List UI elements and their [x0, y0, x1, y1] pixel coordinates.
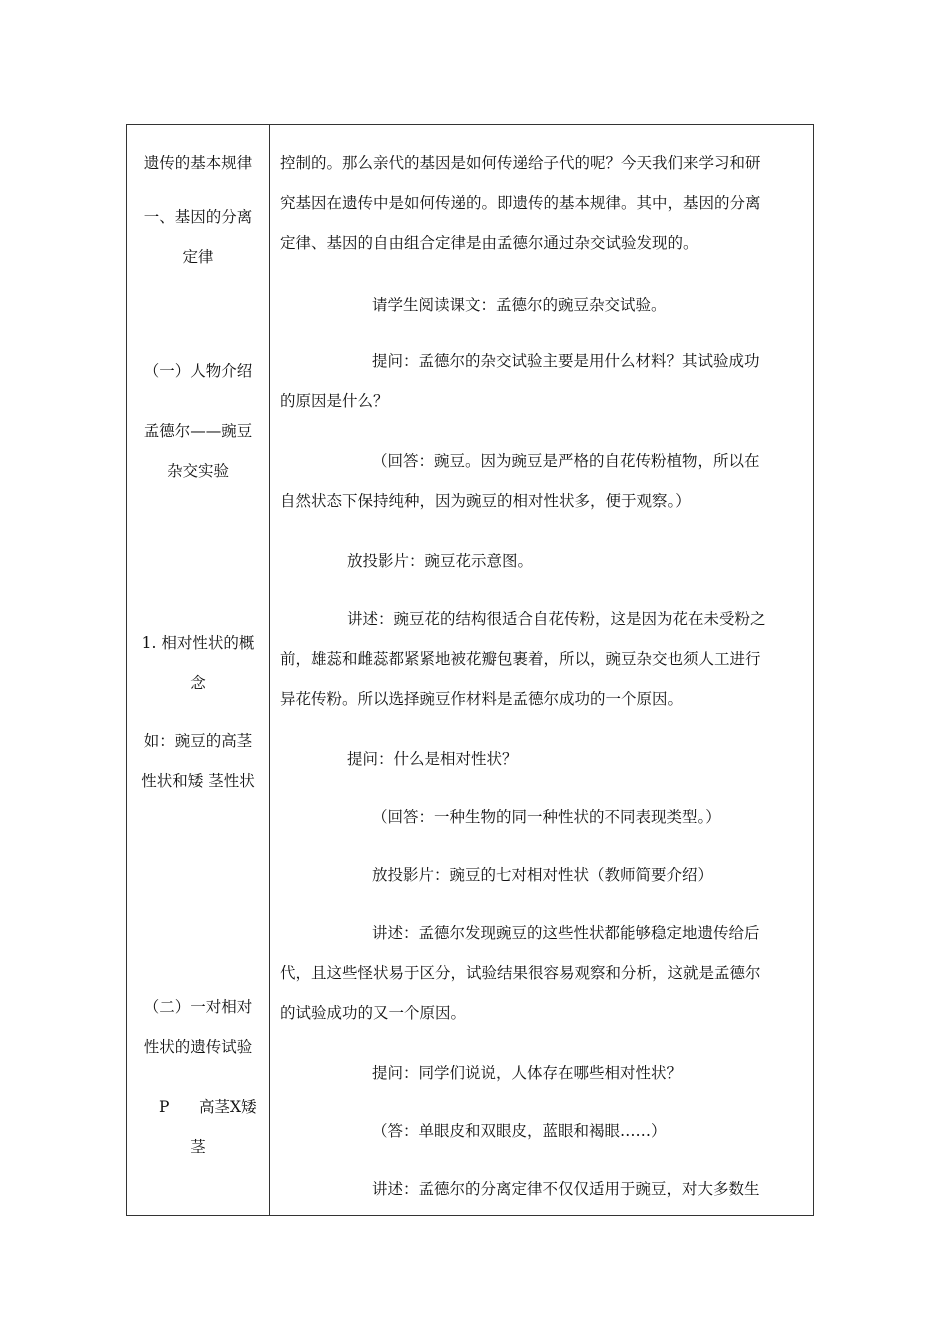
right-text: 的原因是什么？	[280, 392, 389, 410]
left-text: 孟德尔——豌豆	[143, 422, 253, 440]
right-text: 代，且这些怪状易于区分，试验结果很容易观察和分析，这就是孟德尔	[280, 964, 761, 982]
right-text: 定律、基因的自由组合定律是由孟德尔通过杂交试验发现的。	[280, 234, 699, 252]
left-text: 茎	[190, 1138, 206, 1156]
right-text: （回答：一种生物的同一种性状的不同表现类型。）	[372, 808, 721, 826]
left-text: 性状的遗传试验	[143, 1038, 253, 1056]
lesson-table	[126, 124, 814, 1216]
left-text: 杂交实验	[166, 462, 229, 480]
right-text: 提问：同学们说说，人体存在哪些相对性状？	[372, 1064, 683, 1082]
left-text: 遗传的基本规律	[143, 154, 253, 172]
right-text: 提问：孟德尔的杂交试验主要是用什么材料？其试验成功	[372, 352, 760, 370]
left-text: 一、基因的分离	[143, 208, 253, 226]
right-text: 提问：什么是相对性状？	[347, 750, 518, 768]
right-text: 请学生阅读课文：孟德尔的豌豆杂交试验。	[372, 296, 667, 314]
right-text: （答：单眼皮和双眼皮，蓝眼和褐眼……）	[372, 1122, 667, 1140]
column-divider	[269, 125, 270, 1215]
right-text: 究基因在遗传中是如何传递的。即遗传的基本规律。其中，基因的分离	[280, 194, 761, 212]
right-text: 前，雄蕊和雌蕊都紧紧地被花瓣包裹着，所以，豌豆杂交也须人工进行	[280, 650, 761, 668]
right-text: （回答：豌豆。因为豌豆是严格的自花传粉植物，所以在	[372, 452, 760, 470]
left-text: 定律	[182, 248, 214, 266]
left-text: 如：豌豆的高茎	[143, 732, 253, 750]
right-text: 自然状态下保持纯种，因为豌豆的相对性状多，便于观察。）	[280, 492, 691, 510]
right-text: 异花传粉。所以选择豌豆作材料是孟德尔成功的一个原因。	[280, 690, 684, 708]
left-text: （二）一对相对	[143, 998, 253, 1016]
right-text: 放投影片：豌豆的七对相对性状（教师简要介绍）	[372, 866, 714, 884]
left-text: （一）人物介绍	[143, 362, 253, 380]
right-text: 的试验成功的又一个原因。	[280, 1004, 467, 1022]
right-text: 讲述：孟德尔的分离定律不仅仅适用于豌豆，对大多数生	[372, 1180, 760, 1198]
left-text: 性状和矮 茎性状	[141, 772, 255, 790]
right-text: 控制的。那么亲代的基因是如何传递给子代的呢？今天我们来学习和研	[280, 154, 761, 172]
left-text: 念	[190, 674, 206, 692]
right-text: 讲述：孟德尔发现豌豆的这些性状都能够稳定地遗传给后	[372, 924, 760, 942]
left-text: 1. 相对性状的概	[141, 634, 255, 652]
right-text: 放投影片：豌豆花示意图。	[347, 552, 534, 570]
right-text: 讲述：豌豆花的结构很适合自花传粉，这是因为花在未受粉之	[347, 610, 766, 628]
left-text: P 高茎X矮	[159, 1098, 257, 1116]
